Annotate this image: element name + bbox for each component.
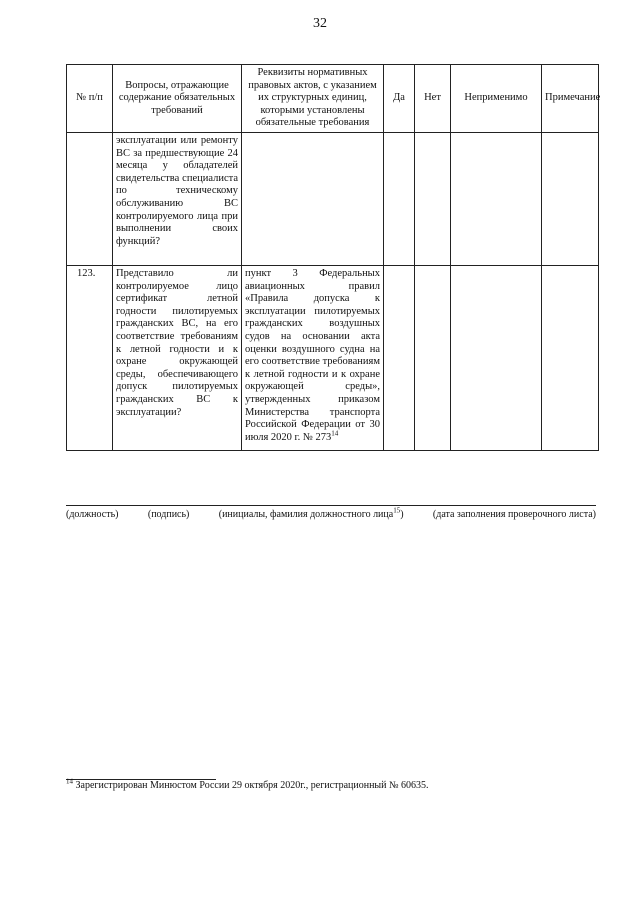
table-row — [67, 265, 599, 450]
row-question: эксплуатации или ремонту ВС за предшествующие 24 месяца у обладателей свидетельства специалиста по техническому обслуживанию ВС контролируемого лица при выполнении своих функций? — [113, 132, 242, 265]
note-cell[interactable] — [542, 265, 599, 450]
date-label: (дата заполнения проверочного листа) — [432, 509, 596, 520]
header-num: № п/п — [67, 65, 113, 133]
note-cell[interactable] — [542, 132, 599, 265]
answer-no-cell[interactable] — [415, 265, 451, 450]
checklist-table — [66, 64, 599, 451]
answer-yes-cell[interactable] — [384, 132, 415, 265]
header-requisites: Реквизиты нормативных правовых актов, с указанием их структурных единиц, которыми установлены обязательные требования — [242, 65, 384, 133]
footnote-marker: 14 — [331, 429, 339, 438]
page-number: 32 — [313, 16, 327, 31]
footnote — [66, 777, 606, 791]
footnote-marker: 15 — [393, 506, 401, 515]
official-name-close: ) — [400, 509, 404, 520]
position-label: (должность) — [66, 509, 119, 520]
table-header-row — [67, 65, 599, 133]
row-question: Представило ли контролируемое лицо сертификат летной годности пилотируемых гражданских ВС, на его соответствие требованиям к летной годности и к охране окружающей среды, обеспечивающего допуск пилотируемых гражданских ВС к эксплуатации? — [113, 265, 242, 450]
footnote-text: Зарегистрирован Минюстом России 29 октября 2020г., регистрационный № 60635. — [73, 780, 429, 791]
answer-na-cell[interactable] — [451, 132, 542, 265]
official-name-label — [218, 506, 404, 520]
row-requisite-text: пункт 3 Федеральных авиационных правил «Правила допуска к эксплуатации пилотируемых гражданских воздушных судов на основании акта оценки воздушного судна на его соответствие требованиям к летной годности и к охране окружающей среды», утвержденных приказом Министерства транспорта Российской Федерации от 30 июля 2020 г. № 273 — [245, 267, 380, 443]
header-no: Нет — [415, 65, 451, 133]
answer-yes-cell[interactable] — [384, 265, 415, 450]
signature-labels — [66, 506, 596, 520]
signature-line[interactable] — [66, 505, 596, 506]
row-requisite — [242, 265, 384, 450]
official-name-text: (инициалы, фамилия должностного лица — [218, 509, 394, 520]
answer-no-cell[interactable] — [415, 132, 451, 265]
header-not-applicable: Неприменимо — [451, 65, 542, 133]
footnote-marker: 14 — [66, 777, 73, 786]
header-yes: Да — [384, 65, 415, 133]
row-number: 123. — [67, 265, 113, 450]
answer-na-cell[interactable] — [451, 265, 542, 450]
header-questions: Вопросы, отражающие содержание обязательных требований — [113, 65, 242, 133]
header-note: Примечание — [542, 65, 599, 133]
signature-label: (подпись) — [147, 509, 190, 520]
row-requisite — [242, 132, 384, 265]
row-number — [67, 132, 113, 265]
table-row — [67, 132, 599, 265]
